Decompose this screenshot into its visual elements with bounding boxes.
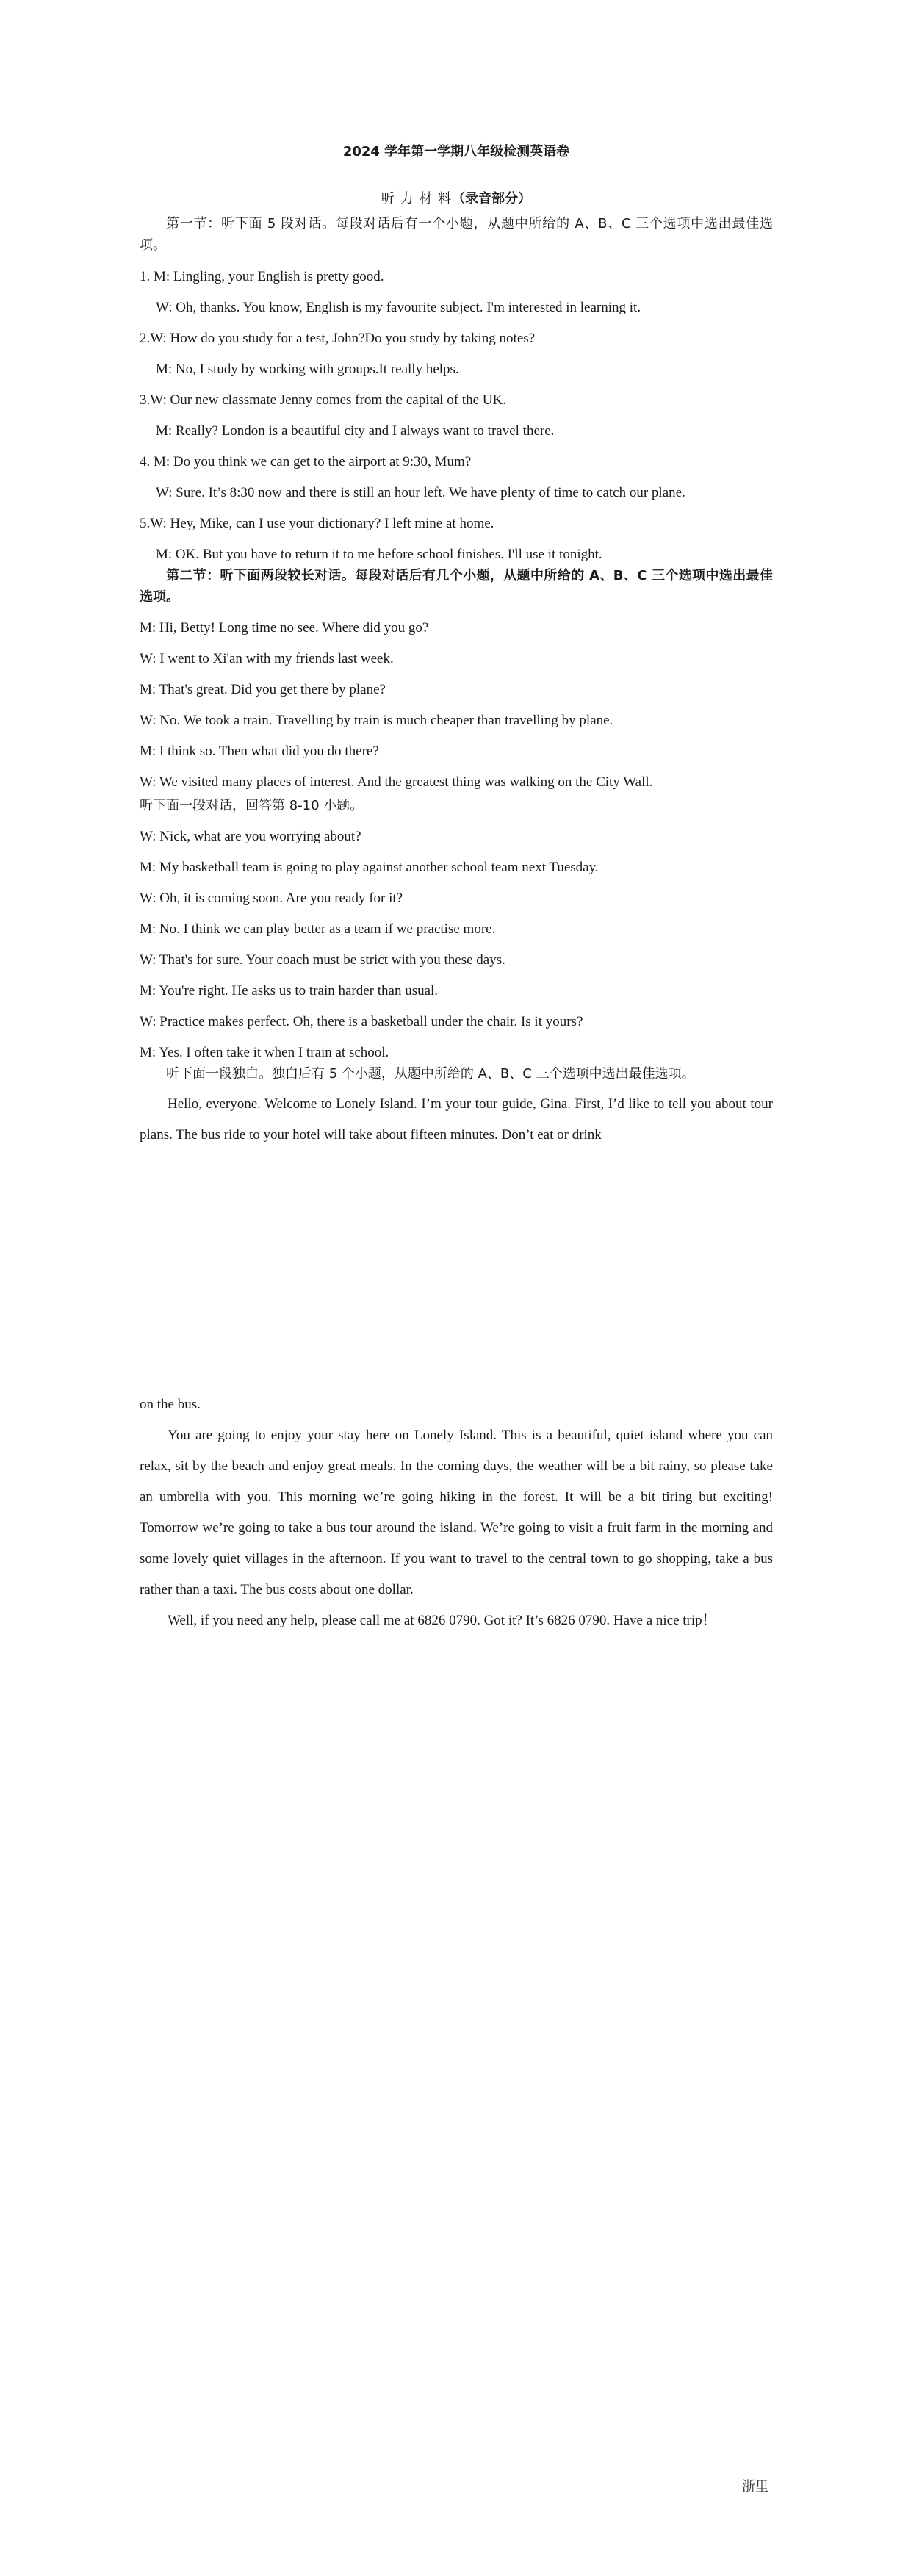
- dialogue-line: M: No, I study by working with groups.It really helps.: [156, 361, 459, 377]
- dialogue-line: M: My basketball team is going to play against another school team next Tuesday.: [140, 860, 599, 875]
- section-heading: [140, 188, 773, 207]
- dialogue-1: [140, 618, 773, 793]
- monologue-paragraph-1-continued: on the bus.: [140, 1397, 201, 1412]
- dialogue-line: W: Sure. It’s 8:30 now and there is still an hour left. We have plenty of time to catch our plane.: [156, 485, 685, 500]
- dialogue-line: M: I think so. Then what did you do there?: [140, 744, 379, 759]
- dialogue-line: W: Oh, thanks. You know, English is my favourite subject. I'm interested in learning it.: [156, 300, 641, 315]
- dialogue-2: [140, 827, 773, 1063]
- heading-text: 听 力 材 料: [381, 191, 453, 206]
- dialogue-line: M: Yes. I often take it when I train at school.: [140, 1045, 389, 1060]
- heading-suffix: （录音部分）: [452, 191, 532, 206]
- monologue-instruction: 听下面一段独白。独白后有 5 个小题，从题中所给的 A、B、C 三个选项中选出最佳选项。: [166, 1066, 695, 1082]
- footer-watermark: 浙里: [742, 2479, 768, 2494]
- monologue-paragraph-2: You are going to enjoy your stay here on Lonely Island. This is a beautiful, quiet island where you can relax, sit by the beach and enjoy great meals. In the coming days, the weather will be a bit rainy, so please take an umbrella with you. This morning we’re going hiking in the forest. It will be a bit tiring but exciting! Tomorrow we’re going to take a bus tour around the island. We’re going to visit a fruit farm in the morning and some lovely quiet villages in the afternoon. If you want to travel to the central town to go shopping, take a bus rather than a taxi. The bus costs about one dollar.: [140, 1428, 773, 1597]
- dialogue-line: M: You're right. He asks us to train harder than usual.: [140, 983, 439, 999]
- dialogue-line: 5.W: Hey, Mike, can I use your dictionary? I left mine at home.: [140, 516, 494, 531]
- monologue-paragraph-3: Well, if you need any help, please call me at 6826 0790. Got it? It’s 6826 0790. Have a nice trip！: [168, 1613, 716, 1628]
- dialogue-line: W: Nick, what are you worrying about?: [140, 829, 361, 844]
- dialogue-line: W: We visited many places of interest. And the greatest thing was walking on the City Wall.: [140, 774, 653, 790]
- monologue-paragraph-1: Hello, everyone. Welcome to Lonely Island. I’m your tour guide, Gina. First, I’d like to tell you about tour plans. The bus ride to your hotel will take about fifteen minutes. Don’t eat or drink: [140, 1096, 773, 1143]
- dialogue-line: 2.W: How do you study for a test, John?Do you study by taking notes?: [140, 331, 536, 346]
- dialogue-line: W: I went to Xi'an with my friends last week.: [140, 651, 394, 666]
- section1-dialogues: [140, 266, 773, 565]
- section1-instruction: 第一节：听下面 5 段对话。每段对话后有一个小题，从题中所给的 A、B、C 三个选项中选出最佳选项。: [140, 216, 773, 253]
- dialogue-line: M: That's great. Did you get there by plane?: [140, 682, 386, 697]
- dialogue-line: M: Really? London is a beautiful city and I always want to travel there.: [156, 423, 555, 439]
- dialogue-line: M: No. I think we can play better as a team if we practise more.: [140, 921, 496, 937]
- dialogue-line: W: Practice makes perfect. Oh, there is a basketball under the chair. Is it yours?: [140, 1014, 583, 1029]
- dialogue-line: W: No. We took a train. Travelling by train is much cheaper than travelling by plane.: [140, 713, 613, 728]
- blank-gap: [140, 1151, 773, 1389]
- dialogue-line: 3.W: Our new classmate Jenny comes from the capital of the UK.: [140, 392, 506, 408]
- dialogue-line: W: Oh, it is coming soon. Are you ready for it?: [140, 891, 403, 906]
- section2-instruction: 第二节：听下面两段较长对话。每段对话后有几个小题，从题中所给的 A、B、C 三个选项中选出最佳选项。: [140, 568, 773, 605]
- dialogue-2-intro: 听下面一段对话，回答第 8-10 小题。: [140, 798, 364, 813]
- dialogue-line: M: Hi, Betty! Long time no see. Where did you go?: [140, 620, 429, 636]
- dialogue-line: W: That's for sure. Your coach must be strict with you these days.: [140, 952, 505, 968]
- dialogue-line: M: OK. But you have to return it to me before school finishes. I'll use it tonight.: [156, 547, 602, 562]
- document-body: [140, 141, 773, 1636]
- dialogue-line: 4. M: Do you think we can get to the airport at 9:30, Mum?: [140, 454, 472, 469]
- dialogue-line: 1. M: Lingling, your English is pretty good.: [140, 269, 384, 284]
- exam-title: 2024 学年第一学期八年级检测英语卷: [342, 144, 570, 159]
